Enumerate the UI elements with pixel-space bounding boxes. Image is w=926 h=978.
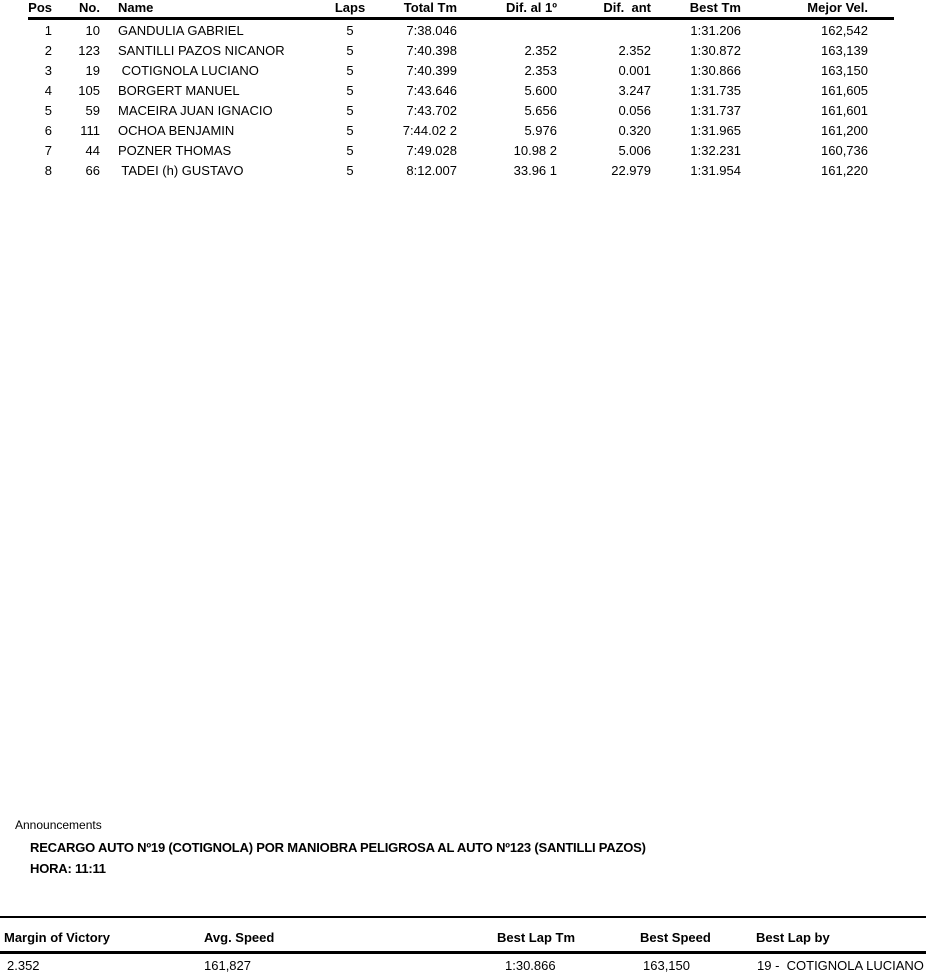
cell-no: 111 [80,123,100,138]
cell-pos: 2 [44,43,52,58]
cell-laps: 5 [346,143,354,158]
cell-difant: 3.247 [618,83,651,98]
cell-vel: 160,736 [821,143,868,158]
header-cell-laps: Laps [334,0,366,15]
cell-dif1: 5.656 [524,103,557,118]
cell-total: 7:40.398 [406,43,457,58]
summary-label-2: Best Lap Tm [497,930,576,945]
cell-vel: 161,220 [821,163,868,178]
header-cell-vel: Mejor Vel. [807,0,868,15]
results-table-body [0,21,868,181]
cell-laps: 5 [346,163,354,178]
cell-vel: 161,601 [821,103,868,118]
cell-vel: 163,139 [821,43,868,58]
cell-dif1: 5.600 [524,83,557,98]
cell-no: 44 [85,143,100,158]
cell-name: POZNER THOMAS [118,143,232,158]
summary-header-row [0,930,926,950]
header-cell-dif1: Dif. al 1º [506,0,557,15]
summary-value-2: 1:30.866 [505,958,556,973]
header-cell-name: Name [118,0,154,15]
summary-top-divider [0,916,926,918]
cell-name: SANTILLI PAZOS NICANOR [118,43,285,58]
cell-total: 7:38.046 [406,23,457,38]
cell-difant: 5.006 [618,143,651,158]
cell-best: 1:31.737 [690,103,741,118]
table-row [0,21,868,41]
cell-total: 8:12.007 [406,163,457,178]
cell-best: 1:30.872 [690,43,741,58]
cell-dif1: 2.352 [524,43,557,58]
cell-difant: 0.320 [618,123,651,138]
summary-value-1: 161,827 [204,958,251,973]
cell-name: TADEI (h) GUSTAVO [118,163,244,178]
table-row [0,161,868,181]
cell-total: 7:40.399 [406,63,457,78]
cell-best: 1:31.206 [690,23,741,38]
table-row [0,141,868,161]
cell-no: 123 [78,43,100,58]
cell-difant: 0.056 [618,103,651,118]
summary-label-1: Avg. Speed [204,930,275,945]
cell-name: OCHOA BENJAMIN [118,123,235,138]
cell-difant [557,21,651,41]
cell-dif1: 5.976 [524,123,557,138]
summary-label-0: Margin of Victory [4,930,110,945]
cell-total: 7:43.702 [406,103,457,118]
cell-pos: 3 [44,63,52,78]
summary-divider [0,951,926,954]
header-cell-total: Total Tm [403,0,457,15]
summary-label-4: Best Lap by [756,930,830,945]
cell-difant: 0.001 [618,63,651,78]
cell-name: COTIGNOLA LUCIANO [118,63,259,78]
cell-best: 1:31.965 [690,123,741,138]
cell-total: 7:49.028 [406,143,457,158]
summary-label-3: Best Speed [640,930,711,945]
cell-laps: 5 [346,83,354,98]
announcement-line: HORA: 11:11 [30,861,106,876]
cell-no: 59 [85,103,100,118]
cell-best: 1:30.866 [690,63,741,78]
cell-no: 66 [85,163,100,178]
cell-pos: 1 [44,23,52,38]
cell-vel: 161,200 [821,123,868,138]
cell-difant: 2.352 [618,43,651,58]
cell-no: 105 [78,83,100,98]
cell-laps: 5 [346,63,354,78]
cell-dif1 [457,21,557,41]
cell-dif1: 10.98 2 [513,143,557,158]
summary-section [0,916,926,976]
announcement-line: RECARGO AUTO Nº19 (COTIGNOLA) POR MANIOBRA PELIGROSA AL AUTO Nº123 (SANTILLI PAZOS) [30,840,646,855]
cell-name: BORGERT MANUEL [118,83,240,98]
cell-difant: 22.979 [611,163,651,178]
announcements-lines [30,837,646,879]
cell-pos: 5 [44,103,52,118]
announcements-label: Announcements [15,818,102,832]
cell-no: 19 [85,63,100,78]
table-row [0,61,868,81]
header-cell-pos: Pos [28,0,52,15]
table-row [0,101,868,121]
cell-total: 7:44.02 2 [402,123,457,138]
table-row [0,41,868,61]
cell-best: 1:31.954 [690,163,741,178]
cell-vel: 161,605 [821,83,868,98]
cell-best: 1:31.735 [690,83,741,98]
results-table [0,0,926,178]
cell-dif1: 2.353 [524,63,557,78]
cell-pos: 8 [44,163,52,178]
cell-pos: 4 [44,83,52,98]
cell-dif1: 33.96 1 [513,163,557,178]
cell-no: 10 [85,23,100,38]
summary-value-3: 163,150 [643,958,690,973]
cell-pos: 7 [44,143,52,158]
cell-laps: 5 [346,123,354,138]
table-row [0,121,868,141]
cell-pos: 6 [44,123,52,138]
cell-best: 1:32.231 [690,143,741,158]
cell-total: 7:43.646 [406,83,457,98]
summary-value-0: 2.352 [7,958,40,973]
summary-value-4: 19 - COTIGNOLA LUCIANO [757,958,924,973]
summary-value-row [0,958,926,978]
cell-laps: 5 [346,103,354,118]
cell-vel: 162,542 [821,23,868,38]
table-row [0,81,868,101]
cell-laps: 5 [346,43,354,58]
cell-vel: 163,150 [821,63,868,78]
cell-laps: 5 [346,23,354,38]
results-header-row [0,0,926,17]
header-cell-no: No. [79,0,100,15]
header-cell-difant: Dif. ant [603,0,651,15]
header-cell-best: Best Tm [689,0,741,15]
cell-name: GANDULIA GABRIEL [118,23,244,38]
header-divider [28,17,894,20]
cell-name: MACEIRA JUAN IGNACIO [118,103,273,118]
